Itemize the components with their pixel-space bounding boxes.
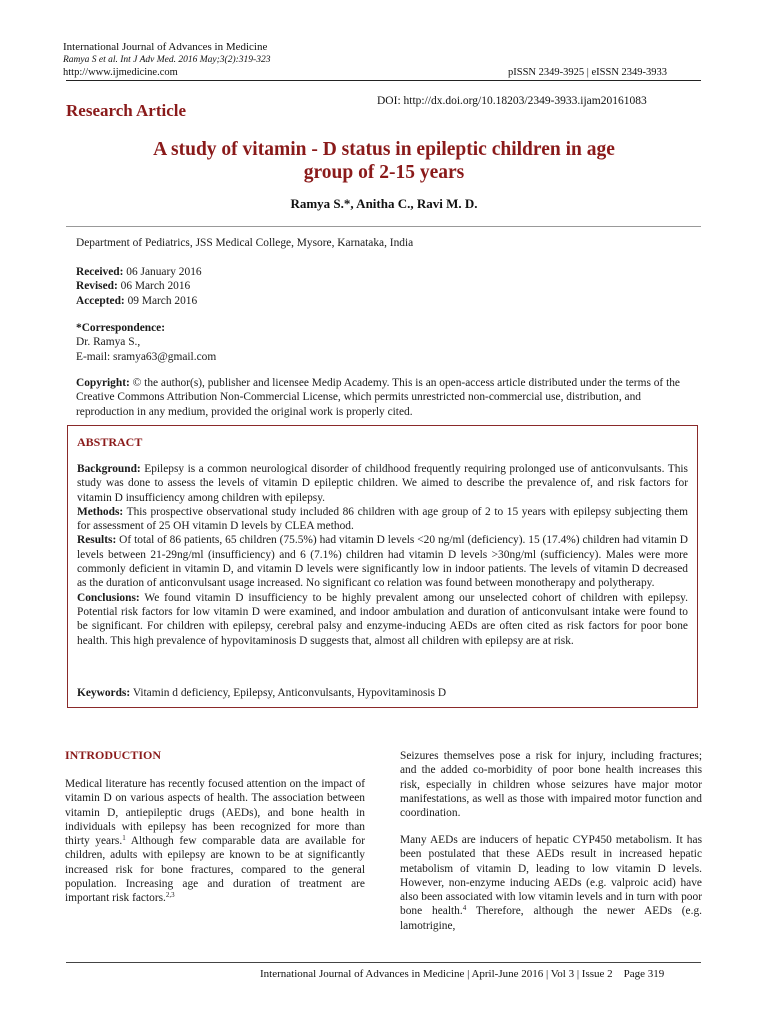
dates-block (76, 265, 202, 308)
abstract-methods (77, 505, 688, 534)
title-line-1: A study of vitamin - D status in epileptic children in age (153, 139, 615, 160)
abstract-conclusions (77, 591, 688, 648)
citation: Ramya S et al. Int J Adv Med. 2016 May;3(2):319-323 (63, 55, 271, 65)
conclusions-text: We found vitamin D insufficiency to be highly prevalent among our unselected cohort of children with epilepsy. Potential risk factors for low vitamin D were examined, and indoor ambulation and duration of anticonvulsant intake were found to be significant. For children with epilepsy, cerebral palsy and enzyme-inducing AEDs are often cited as risk factors for poor bone health. This high prevalence of hypovitaminosis D suggests that, almost all children with epilepsy are at risk. (77, 591, 688, 647)
results-text: Of total of 86 patients, 65 children (75.5%) had vitamin D levels <20 ng/ml (deficiency). 15 (17.4%) children had vitamin D levels between 21-29ng/ml (insufficiency) and 6 (7.1%) children had vitamin D levels >30ng/ml (sufficiency). Males were more commonly deficient in vitamin D, and vitamin D levels were significantly low in indoor patients. The levels of vitamin D decreased as the duration of anticonvulsant usage increased. No significant co relation was found between monotherapy and polytherapy. (77, 534, 688, 590)
issn: pISSN 2349-3925 | eISSN 2349-3933 (508, 67, 668, 78)
title-rule (66, 226, 701, 227)
copyright-label: Copyright: (76, 377, 130, 389)
correspondence-block (76, 321, 216, 364)
abstract-heading: ABSTRACT (77, 435, 143, 449)
copyright-block (76, 376, 691, 419)
correspondence-name: Dr. Ramya S., (76, 336, 141, 349)
journal-name: International Journal of Advances in Medicine (63, 41, 268, 53)
results-label: Results: (77, 534, 117, 547)
introduction-heading: INTRODUCTION (65, 748, 162, 762)
title-line-2: group of 2-15 years (303, 162, 465, 183)
abstract-background (77, 462, 688, 505)
intro-text-a: Medical literature has recently focused attention on the impact of vitamin D on various aspects of health. The association between vitamin D, antiepileptic drugs (AEDs), and bone health in individuals with epilepsy has been recognized for more than thirty years. (65, 778, 365, 848)
journal-url[interactable]: http://www.ijmedicine.com (63, 67, 178, 78)
intro-ref-2[interactable]: 2,3 (165, 891, 175, 900)
article-type: Research Article (66, 101, 187, 120)
accepted-date: 09 March 2016 (127, 294, 198, 307)
keywords-label: Keywords: (77, 687, 131, 699)
correspondence-label: *Correspondence: (76, 322, 166, 334)
received-date: 06 January 2016 (126, 266, 202, 278)
keywords-line (77, 686, 688, 700)
footer: International Journal of Advances in Medicine | April-June 2016 | Vol 3 | Issue 2 Page 319 (260, 968, 665, 980)
conclusions-label: Conclusions: (77, 591, 140, 604)
header-rule (66, 80, 701, 81)
authors: Ramya S.*, Anitha C., Ravi M. D. (290, 196, 478, 211)
doi[interactable]: DOI: http://dx.doi.org/10.18203/2349-3933.ijam20161083 (377, 95, 647, 107)
accepted-label: Accepted: (76, 294, 125, 307)
background-text: Epilepsy is a common neurological disorder of childhood frequently requiring prolonged use of anticonvulsants. This study was done to assess the levels of vitamin D epileptic children. We aimed to describe the prevalence of, and risk factors for vitamin D insufficiency among children with epilepsy. (77, 463, 688, 504)
introduction-paragraph (65, 777, 365, 906)
correspondence-email[interactable]: E-mail: sramya63@gmail.com (76, 350, 217, 363)
right-text-b: Therefore, although the newer AEDs (e.g. lamotrigine, (400, 905, 703, 932)
keywords-text: Vitamin d deficiency, Epilepsy, Anticonvulsants, Hypovitaminosis D (132, 687, 447, 699)
right-text-a: Many AEDs are inducers of hepatic CYP450 metabolism. It has been postulated that these AEDs result in increased hepatic metabolism of vitamin D, leading to low vitamin D levels. However, non-enzyme inducing AEDs (e.g. valproic acid) have also been associated with low vitamin levels and in turn with poor bone health. (400, 834, 702, 918)
article-title (0, 138, 768, 184)
received-label: Received: (76, 266, 124, 278)
right-paragraph-2 (400, 833, 702, 933)
copyright-text: © the author(s), publisher and licensee Medip Academy. This is an open-access article distributed under the terms of the Creative Commons Attribution Non-Commercial License, which permits unrestricted non-commercial use, distribution, and reproduction in any medium, provided the original work is properly cited. (76, 377, 680, 418)
right-paragraph-1: Seizures themselves pose a risk for injury, including fractures; and the added co-morbidity of poor bone health increases this risk, especially in children whose seizures have major motor manifestations, as well as those with impaired motor function and coordination. (400, 750, 702, 820)
affiliation: Department of Pediatrics, JSS Medical College, Mysore, Karnataka, India (76, 237, 414, 249)
right-ref-4[interactable]: 4 (462, 904, 467, 913)
footer-rule (66, 962, 701, 963)
abstract-results (77, 533, 688, 590)
background-label: Background: (77, 463, 141, 475)
revised-date: 06 March 2016 (120, 280, 191, 293)
methods-text: This prospective observational study included 86 children with age group of 2 to 15 years with epilepsy subjecting them for assessment of 25 OH vitamin D levels by CLEA method. (77, 505, 688, 533)
intro-ref-1[interactable]: 1 (122, 834, 126, 843)
abstract-body (77, 462, 688, 648)
revised-label: Revised: (76, 280, 118, 293)
intro-text-b: Although few comparable data are available for children, adults with epilepsy are known to be at significantly increased risk for bone fractures, compared to the general population. Increasing age and duration of treatment are important risk factors. (65, 835, 366, 905)
methods-label: Methods: (77, 505, 124, 518)
